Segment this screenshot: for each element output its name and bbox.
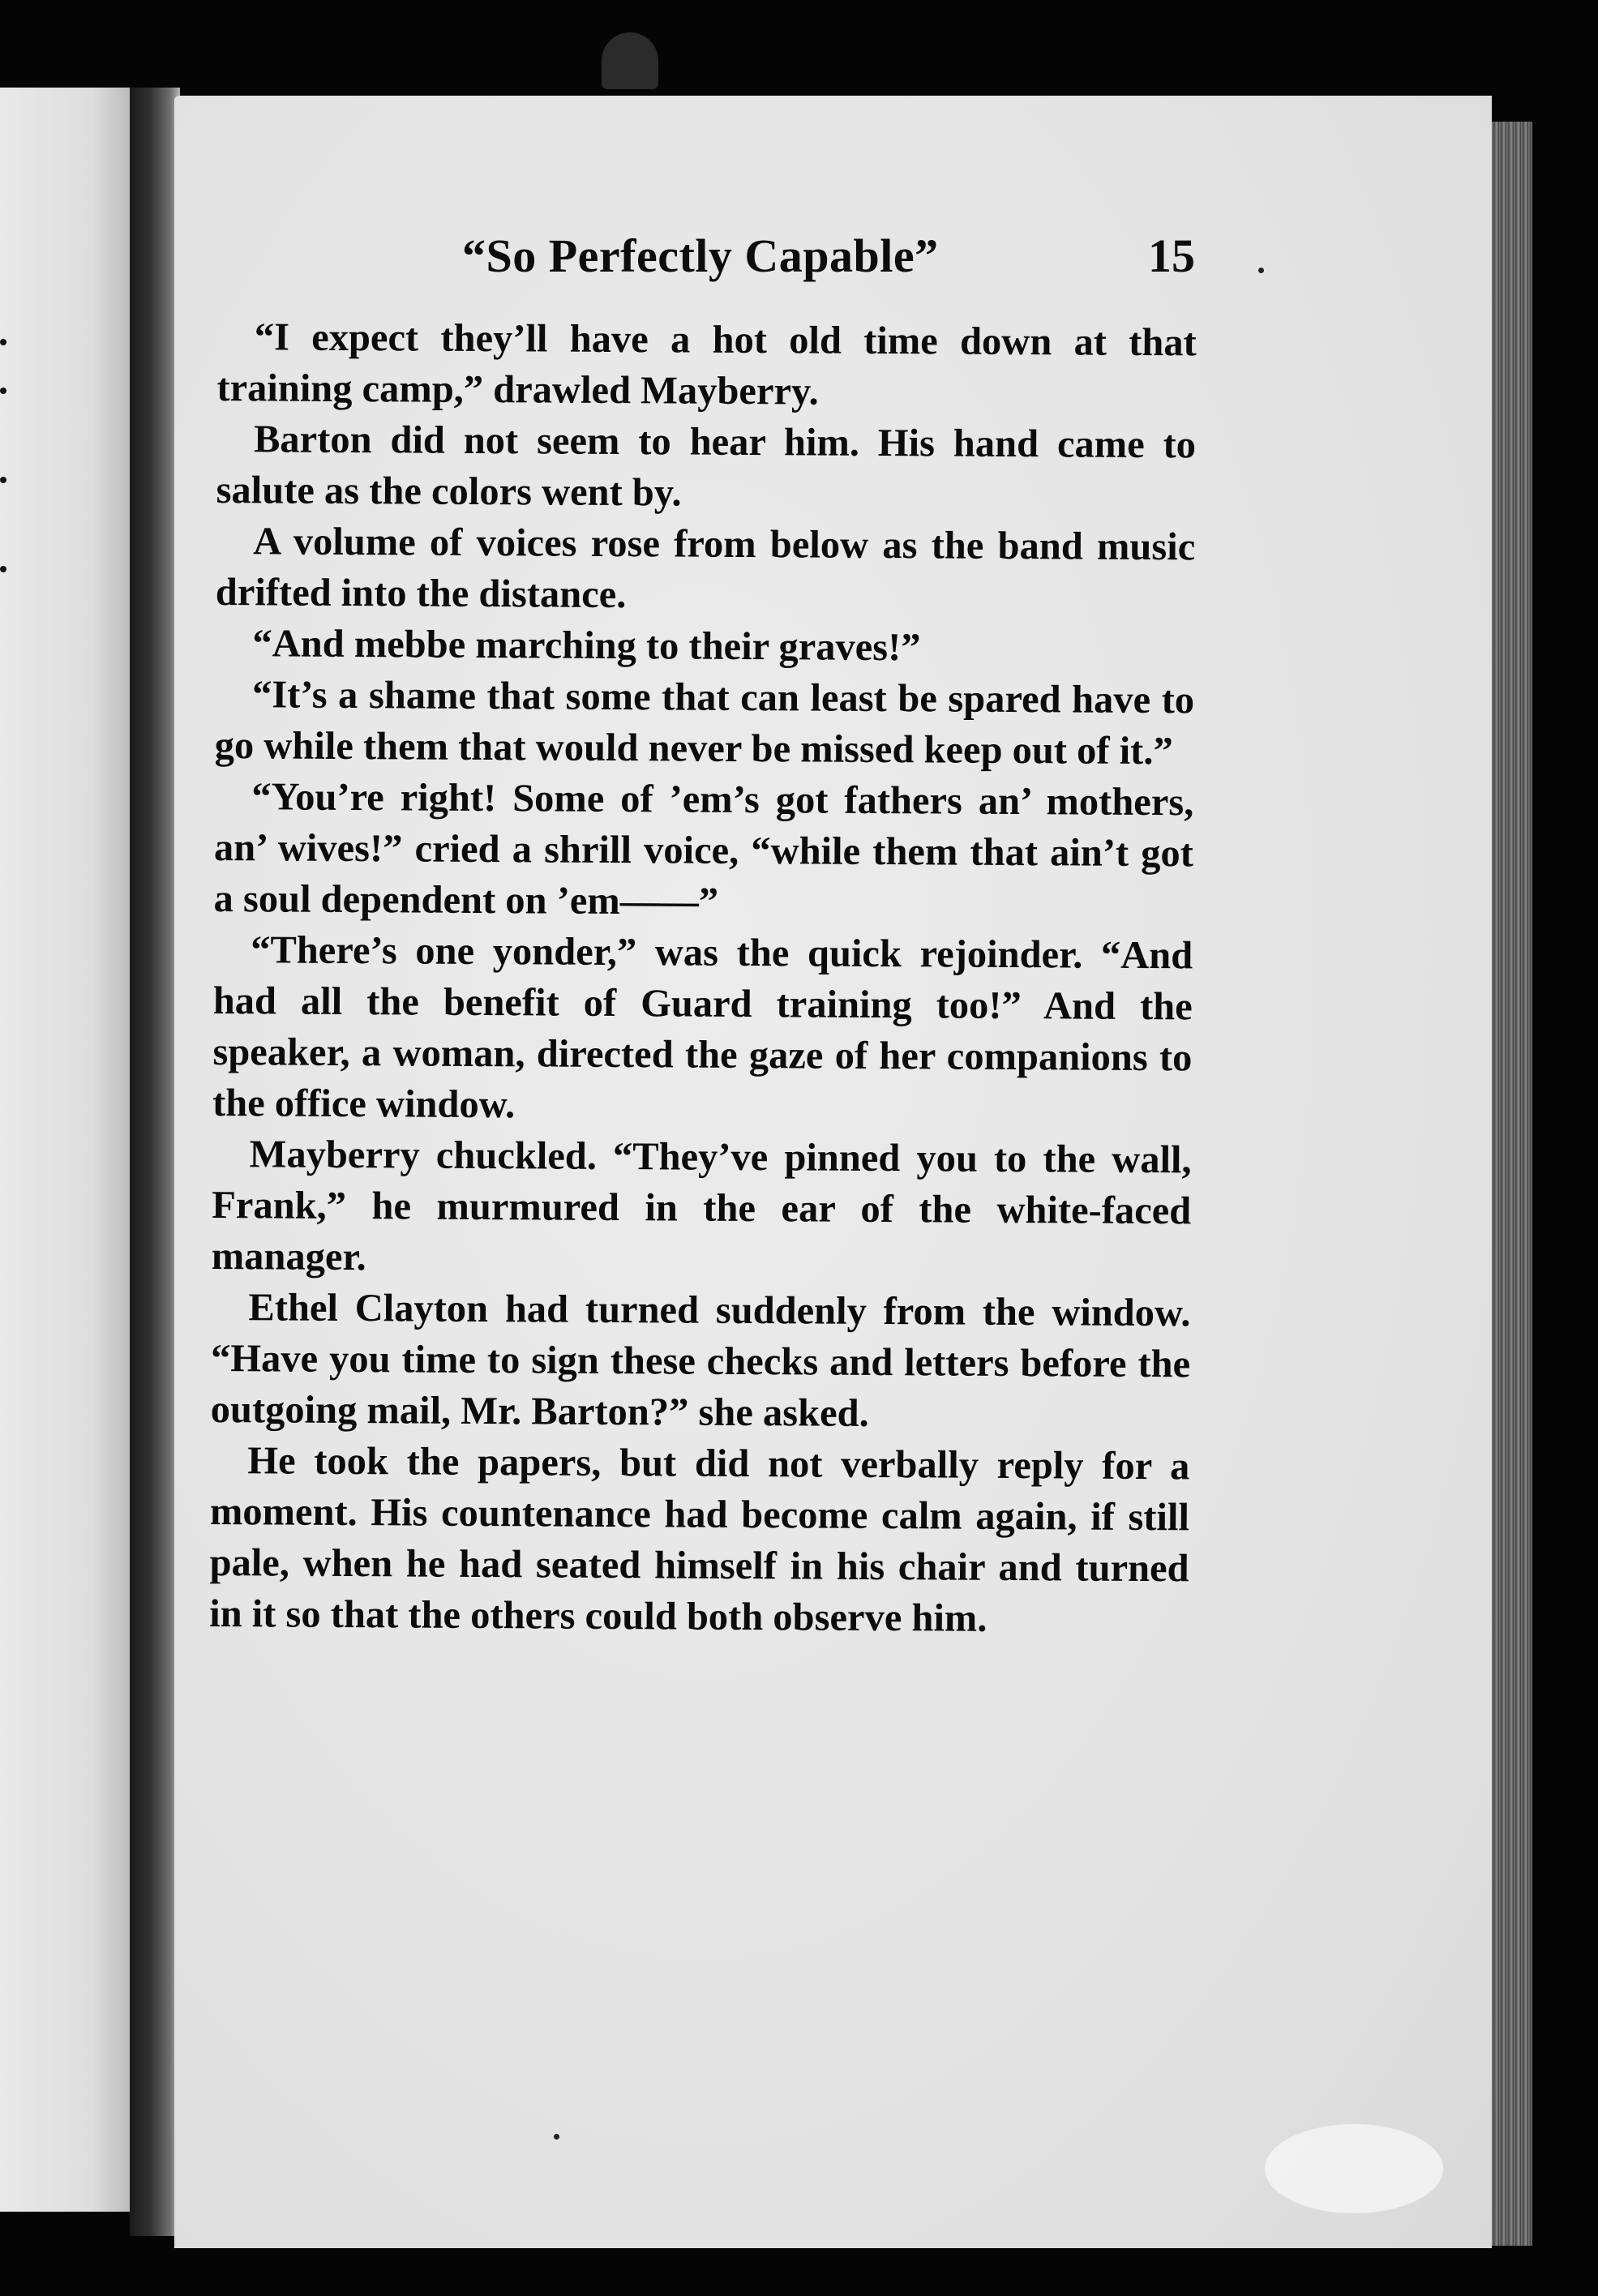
film-smudge: [602, 32, 658, 89]
facing-page-mark: [0, 477, 6, 483]
paragraph: “It’s a shame that some that can least be spared have to go while them that would never be missed keep out of it.”: [214, 673, 1195, 773]
running-title: “So Perfectly Capable”: [462, 229, 939, 282]
facing-page-mark: [0, 566, 6, 572]
paragraph: “And mebbe marching to their graves!”: [252, 622, 921, 670]
paragraph: “You’re right! Some of ’em’s got fathers an’ mothers, an’ wives!” cried a shrill voice, “while them that ain’t got a soul dependent on ’em——”: [213, 775, 1194, 923]
page-stack-edge: [1492, 122, 1532, 2246]
paragraph: He took the papers, but did not verbally reply for a moment. His countenance had become calm again, if still pale, when he had seated himself in his chair and turned in it so that the others could both observe him.: [209, 1439, 1190, 1640]
paragraph: Mayberry chuckled. “They’ve pinned you to the wall, Frank,” he murmured in the ear of the white-faced manager.: [211, 1133, 1192, 1279]
paragraph: “There’s one yonder,” was the quick rejoinder. “And had all the benefit of Guard training too!” And the speaker, a woman, directed the gaze of her companions to the office window.: [212, 928, 1193, 1127]
paragraph: Barton did not seem to hear him. His hand came to salute as the colors went by.: [216, 418, 1197, 515]
page-header: [0, 229, 1598, 293]
light-glare: [1265, 2124, 1443, 2213]
facing-page-edge: [0, 88, 130, 2212]
paragraph: Ethel Clayton had turned suddenly from the window. “Have you time to sign these checks and letters before the outgoing mail, Mr. Barton?” she asked.: [210, 1286, 1191, 1435]
page-number: 15: [1148, 229, 1195, 282]
body-text: [209, 311, 1197, 1645]
facing-page-mark: [0, 339, 6, 345]
facing-page-mark: [0, 388, 6, 394]
book-gutter: [130, 88, 180, 2236]
dust-speck: [554, 2134, 559, 2140]
paragraph: A volume of voices rose from below as the band music drifted into the distance.: [215, 520, 1196, 617]
dust-speck: [1258, 268, 1264, 273]
paragraph: “I expect they’ll have a hot old time down at that training camp,” drawled Mayberry.: [216, 315, 1197, 413]
